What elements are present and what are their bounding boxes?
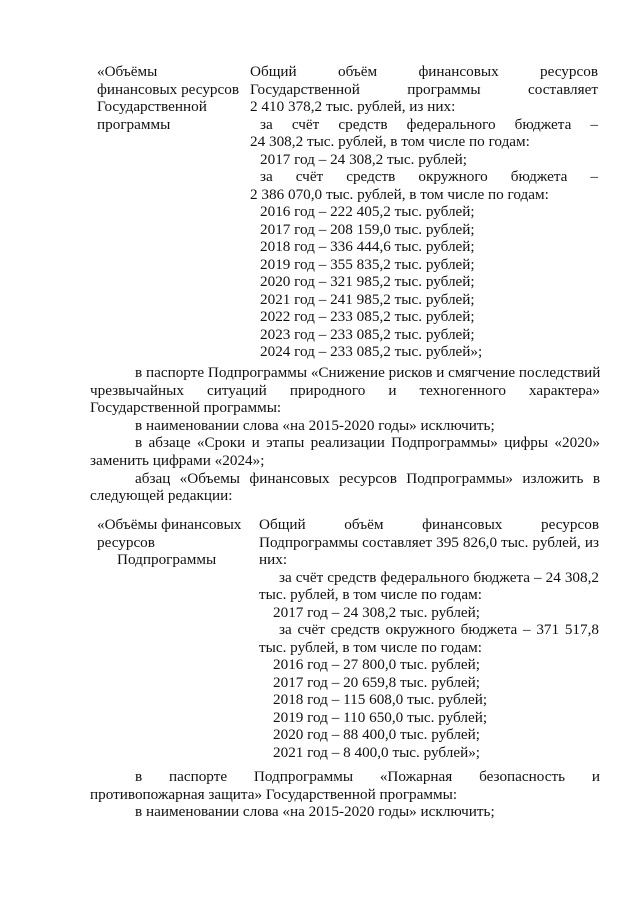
funding-text-line: 2019 год – 355 835,2 тыс. рублей;	[260, 255, 475, 273]
funding-text-line: 2016 год – 222 405,2 тыс. рублей;	[260, 203, 475, 220]
funding-text-line: Общий объём финансовых ресурсов	[259, 516, 599, 533]
funding-text-line: 2017 год – 208 159,0 тыс. рублей;	[260, 220, 475, 238]
funding-text-line: за счёт средств окружного бюджета –	[260, 168, 598, 185]
funding-text-line: 2 410 378,2 тыс. рублей, из них:	[250, 98, 456, 115]
label-line: Подпрограммы	[117, 551, 217, 568]
paragraph-line: противопожарная защита» Государственной программы:	[90, 785, 458, 803]
funding-label-cell	[97, 516, 247, 569]
paragraph-line: Государственной программы:	[90, 399, 282, 417]
funding-text-line: них:	[259, 551, 288, 568]
funding-text-line: 2021 год – 8 400,0 тыс. рублей»;	[273, 743, 481, 761]
paragraph-line: в наименовании слова «на 2015-2020 годы» исключить;	[135, 416, 495, 434]
paragraph-line: в наименовании слова «на 2015-2020 годы» исключить;	[135, 803, 495, 821]
funding-text-line: 2016 год – 27 800,0 тыс. рублей;	[273, 656, 481, 673]
funding-label-cell	[97, 63, 245, 133]
funding-text-line: 2017 год – 24 308,2 тыс. рублей;	[260, 150, 468, 168]
label-line: «Объёмы финансовых	[97, 516, 242, 533]
funding-text-line: 2023 год – 233 085,2 тыс. рублей;	[260, 325, 475, 343]
paragraph-line: следующей редакции:	[90, 487, 233, 505]
funding-text-line: Общий объём финансовых ресурсов	[250, 63, 598, 80]
paragraph-line: чрезвычайных ситуаций природного и техногенного характера»	[90, 381, 600, 399]
funding-text-line: 2019 год – 110 650,0 тыс. рублей;	[273, 708, 488, 726]
paragraph-line: в паспорте Подпрограммы «Пожарная безопасность и	[135, 768, 600, 785]
paragraph-line: в паспорте Подпрограммы «Снижение рисков и смягчение последствий	[135, 364, 601, 381]
label-line: ресурсов	[97, 533, 155, 551]
paragraph-line: в абзаце «Сроки и этапы реализации Подпрограммы» цифры «2020»	[135, 434, 600, 452]
funding-text-line: 2017 год – 20 659,8 тыс. рублей;	[273, 673, 481, 691]
label-line: Государственной	[97, 98, 207, 115]
funding-text-line: 2017 год – 24 308,2 тыс. рублей;	[273, 603, 481, 621]
funding-text-line: 2018 год – 336 444,6 тыс. рублей;	[260, 238, 475, 255]
funding-content-cell	[250, 63, 598, 361]
funding-text-line: 2018 год – 115 608,0 тыс. рублей;	[273, 691, 488, 708]
label-line: финансовых ресурсов	[97, 80, 240, 98]
funding-text-line: тыс. рублей, в том числе по годам:	[259, 638, 482, 656]
label-line: «Объёмы	[97, 63, 158, 80]
funding-text-line: за счёт средств федерального бюджета – 24 308,2	[279, 568, 599, 586]
funding-text-line: Государственной программы составляет	[250, 80, 598, 98]
funding-text-line: Подпрограммы составляет 395 826,0 тыс. рублей, из	[259, 533, 599, 551]
funding-text-line: за счёт средств окружного бюджета – 371 517,8	[279, 621, 599, 638]
funding-text-line: 24 308,2 тыс. рублей, в том числе по годам:	[250, 133, 530, 150]
funding-text-line: 2024 год – 233 085,2 тыс. рублей»;	[260, 343, 483, 360]
paragraph-line: абзац «Объемы финансовых ресурсов Подпрограммы» изложить в	[135, 469, 600, 487]
funding-text-line: тыс. рублей, в том числе по годам:	[259, 586, 482, 603]
funding-text-line: 2 386 070,0 тыс. рублей, в том числе по годам:	[250, 185, 549, 203]
funding-text-line: 2021 год – 241 985,2 тыс. рублей;	[260, 290, 475, 308]
amendment-paragraphs-2	[90, 768, 600, 821]
amendment-paragraphs-1	[90, 364, 600, 505]
funding-text-line: 2022 год – 233 085,2 тыс. рублей;	[260, 308, 475, 325]
label-line: программы	[97, 115, 171, 133]
funding-text-line: за счёт средств федерального бюджета –	[260, 115, 598, 133]
funding-content-cell	[259, 516, 599, 761]
paragraph-line: заменить цифрами «2024»;	[90, 451, 265, 469]
funding-text-line: 2020 год – 321 985,2 тыс. рублей;	[260, 273, 475, 290]
funding-text-line: 2020 год – 88 400,0 тыс. рублей;	[273, 726, 481, 743]
